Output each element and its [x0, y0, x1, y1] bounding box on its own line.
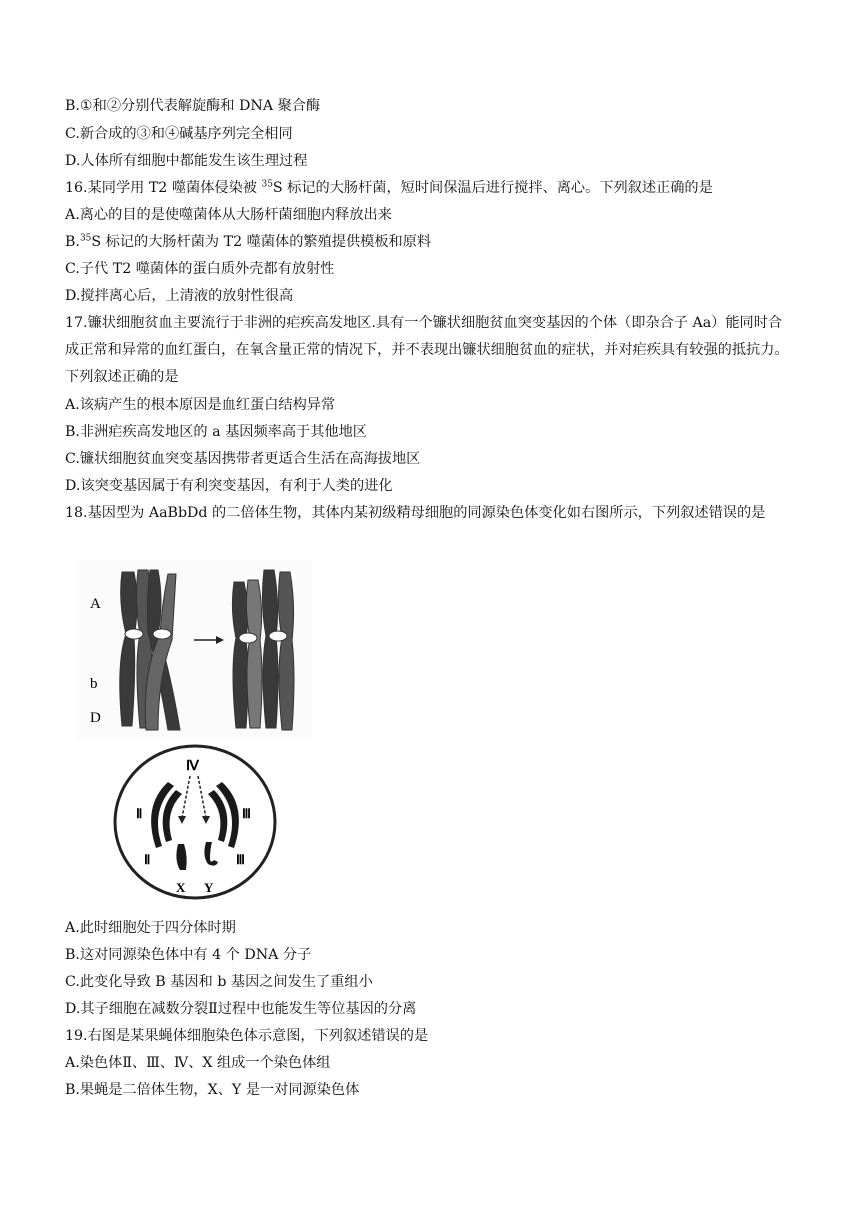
option-15c: C.新合成的③和④碱基序列完全相同	[65, 126, 293, 142]
option-17d: D.该突变基因属于有利突变基因，有利于人类的进化	[65, 478, 393, 494]
option-15d: D.人体所有细胞中都能发生该生理过程	[65, 153, 308, 169]
option-16b-sup: 35	[79, 233, 92, 244]
chromosome-label-ii-bottom: Ⅱ	[144, 852, 151, 867]
chromosome-label-iv: Ⅳ	[186, 759, 199, 774]
question-16-post: S 标记的大肠杆菌，短时间保温后进行搅拌、离心。下列叙述正确的是	[272, 180, 713, 196]
chromosome-label-x: X	[176, 880, 186, 895]
question-19: 19.右图是某果蝇体细胞染色体示意图，下列叙述错误的是	[65, 1028, 429, 1044]
gene-label-b: b	[90, 676, 98, 692]
question-17: 17.镰状细胞贫血主要流行于非洲的疟疾高发地区.具有一个镰状细胞贫血突变基因的个体（即杂合子 Aa）能同时合成正常和异常的血红蛋白，在氧含量正常的情况下，并不表现出镰状细胞贫血的症状，并对疟疾具有较强的抵抗力。下列叙述正确的是	[65, 315, 789, 385]
chromosome-label-y: Y	[204, 880, 214, 895]
gene-label-d: D	[90, 710, 101, 726]
chromosome-label-iii-top: Ⅲ	[242, 806, 251, 821]
gene-label-a: A	[90, 596, 101, 612]
option-16b	[65, 232, 431, 252]
question-16	[65, 178, 713, 198]
chromosome-label-ii-top: Ⅱ	[136, 806, 143, 821]
option-17c: C.镰状细胞贫血突变基因携带者更适合生活在高海拔地区	[65, 451, 421, 467]
option-18a: A.此时细胞处于四分体时期	[65, 920, 236, 936]
option-16d: D.搅拌离心后，上清液的放射性很高	[65, 288, 294, 304]
homologous-chromosome-crossover-figure	[76, 560, 312, 740]
option-18d: D.其子细胞在减数分裂Ⅱ过程中也能发生等位基因的分离	[65, 1001, 417, 1017]
question-18: 18.基因型为 AaBbDd 的二倍体生物，其体内某初级精母细胞的同源染色体变化如右图所示，下列叙述错误的是	[65, 505, 766, 521]
chromosome-label-iii-bottom: Ⅲ	[236, 852, 245, 867]
option-16a: A.离心的目的是使噬菌体从大肠杆菌细胞内释放出来	[65, 207, 392, 223]
option-15b: B.①和②分别代表解旋酶和 DNA 聚合酶	[65, 98, 321, 114]
option-19b: B.果蝇是二倍体生物，X、Y 是一对同源染色体	[65, 1082, 360, 1098]
option-19a: A.染色体Ⅱ、Ⅲ、Ⅳ、X 组成一个染色体组	[65, 1055, 331, 1071]
option-16b-pre: B.	[65, 234, 80, 250]
option-17a: A.该病产生的根本原因是血红蛋白结构异常	[65, 397, 336, 413]
fruit-fly-karyotype-figure	[70, 742, 320, 906]
option-16c: C.子代 T2 噬菌体的蛋白质外壳都有放射性	[65, 261, 335, 277]
option-17b: B.非洲疟疾高发地区的 a 基因频率高于其他地区	[65, 424, 367, 440]
question-16-pre: 16.某同学用 T2 噬菌体侵染被	[65, 180, 262, 196]
option-18c: C.此变化导致 B 基因和 b 基因之间发生了重组小	[65, 974, 373, 990]
question-16-sup: 35	[261, 179, 273, 190]
option-16b-post: S 标记的大肠杆菌为 T2 噬菌体的繁殖提供模板和原料	[91, 234, 432, 250]
option-18b: B.这对同源染色体中有 4 个 DNA 分子	[65, 947, 312, 963]
